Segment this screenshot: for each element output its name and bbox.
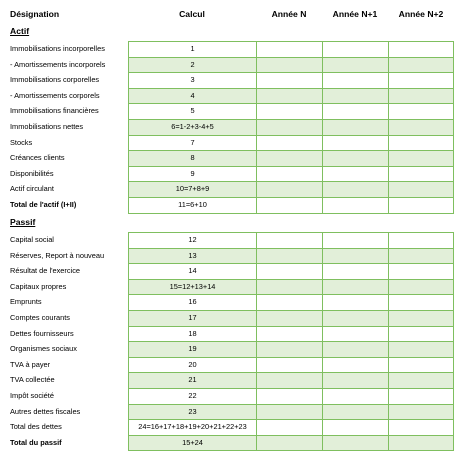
year-n1-cell[interactable] — [322, 57, 388, 73]
header-year-n2: Année N+2 — [398, 9, 444, 19]
calc-cell: 12 — [128, 232, 256, 248]
row-label: Comptes courants — [10, 313, 70, 322]
year-n2-cell[interactable] — [388, 166, 454, 182]
header-designation: Désignation — [10, 9, 60, 19]
year-n2-cell[interactable] — [388, 404, 454, 420]
calc-cell: 16 — [128, 294, 256, 310]
year-n2-cell[interactable] — [388, 357, 454, 373]
year-n1-cell[interactable] — [322, 88, 388, 104]
year-n1-cell[interactable] — [322, 150, 388, 166]
calc-cell: 19 — [128, 341, 256, 357]
year-n2-cell[interactable] — [388, 119, 454, 135]
row-label: Créances clients — [10, 153, 65, 163]
year-n1-cell[interactable] — [322, 103, 388, 119]
year-n1-cell[interactable] — [322, 341, 388, 357]
year-n2-cell[interactable] — [388, 103, 454, 119]
calc-cell: 15+24 — [128, 435, 256, 452]
row-label: Dettes fournisseurs — [10, 328, 74, 338]
calc-cell: 5 — [128, 103, 256, 119]
year-n1-cell[interactable] — [322, 404, 388, 420]
row-label: Emprunts — [10, 297, 42, 307]
row-label: TVA collectée — [10, 375, 55, 385]
calc-cell: 4 — [128, 88, 256, 104]
year-n1-cell[interactable] — [322, 181, 388, 197]
year-n1-cell[interactable] — [322, 435, 388, 452]
calc-cell: 15=12+13+14 — [128, 279, 256, 295]
year-n2-cell[interactable] — [388, 181, 454, 197]
year-n2-cell[interactable] — [388, 435, 454, 452]
year-n1-cell[interactable] — [322, 197, 388, 214]
year-n-cell[interactable] — [256, 135, 322, 151]
calc-cell: 23 — [128, 404, 256, 420]
year-n-cell[interactable] — [256, 103, 322, 119]
year-n2-cell[interactable] — [388, 279, 454, 295]
row-label: Capitaux propres — [10, 281, 67, 291]
year-n-cell[interactable] — [256, 310, 322, 326]
calc-cell: 17 — [128, 310, 256, 326]
year-n-cell[interactable] — [256, 150, 322, 166]
year-n1-cell[interactable] — [322, 357, 388, 373]
year-n-cell[interactable] — [256, 357, 322, 373]
year-n1-cell[interactable] — [322, 388, 388, 404]
calc-cell: 2 — [128, 57, 256, 73]
year-n2-cell[interactable] — [388, 232, 454, 248]
year-n1-cell[interactable] — [322, 294, 388, 310]
calc-cell: 8 — [128, 150, 256, 166]
section-title-passif: Passif — [10, 217, 36, 227]
row-label: Total des dettes — [10, 422, 62, 432]
year-n2-cell[interactable] — [388, 135, 454, 151]
calc-cell: 11=6+10 — [128, 197, 256, 214]
row-label: Résultat de l'exercice — [10, 266, 81, 276]
year-n1-cell[interactable] — [322, 135, 388, 151]
year-n-cell[interactable] — [256, 248, 322, 264]
year-n-cell[interactable] — [256, 404, 322, 420]
year-n2-cell[interactable] — [388, 388, 454, 404]
calc-cell: 3 — [128, 72, 256, 88]
year-n1-cell[interactable] — [322, 372, 388, 388]
calc-cell: 7 — [128, 135, 256, 151]
calc-cell: 9 — [128, 166, 256, 182]
row-label: Immobilisations corporelles — [10, 75, 100, 85]
header-year-n1: Année N+1 — [332, 9, 378, 19]
row-label: Actif circulant — [10, 184, 54, 194]
row-label: Impôt société — [10, 391, 54, 400]
year-n1-cell[interactable] — [322, 119, 388, 135]
row-label: - Amortissements corporels — [10, 90, 100, 100]
row-label: Immobilisations incorporelles — [10, 44, 105, 53]
calc-cell: 10=7+8+9 — [128, 181, 256, 197]
year-n-cell[interactable] — [256, 279, 322, 295]
row-label: TVA à payer — [10, 359, 51, 369]
calc-cell: 13 — [128, 248, 256, 264]
year-n2-cell[interactable] — [388, 57, 454, 73]
year-n-cell[interactable] — [256, 294, 322, 310]
calc-cell: 20 — [128, 357, 256, 373]
calc-cell: 6=1-2+3-4+5 — [128, 119, 256, 135]
year-n2-cell[interactable] — [388, 41, 454, 57]
row-label: Immobilisations nettes — [10, 122, 84, 131]
row-label: Immobilisations financières — [10, 106, 99, 116]
year-n2-cell[interactable] — [388, 294, 454, 310]
year-n2-cell[interactable] — [388, 72, 454, 88]
calc-cell: 14 — [128, 263, 256, 279]
year-n-cell[interactable] — [256, 232, 322, 248]
year-n-cell[interactable] — [256, 263, 322, 279]
row-label: Autres dettes fiscales — [10, 406, 81, 416]
year-n2-cell[interactable] — [388, 263, 454, 279]
year-n-cell[interactable] — [256, 419, 322, 435]
year-n-cell[interactable] — [256, 435, 322, 452]
row-label: Capital social — [10, 235, 54, 244]
year-n2-cell[interactable] — [388, 150, 454, 166]
header-year-n: Année N — [271, 9, 307, 19]
row-label: Total du passif — [10, 437, 62, 447]
row-label: - Amortissements incorporels — [10, 59, 106, 69]
year-n1-cell[interactable] — [322, 248, 388, 264]
row-label: Disponibilités — [10, 168, 54, 178]
year-n1-cell[interactable] — [322, 310, 388, 326]
year-n2-cell[interactable] — [388, 372, 454, 388]
row-label: Organismes sociaux — [10, 344, 77, 354]
year-n1-cell[interactable] — [322, 263, 388, 279]
year-n1-cell[interactable] — [322, 419, 388, 435]
row-label: Réserves, Report à nouveau — [10, 250, 105, 260]
year-n-cell[interactable] — [256, 72, 322, 88]
row-label: Stocks — [10, 137, 33, 147]
year-n2-cell[interactable] — [388, 310, 454, 326]
calc-cell: 1 — [128, 41, 256, 57]
year-n1-cell[interactable] — [322, 72, 388, 88]
row-label: Total de l'actif (I+II) — [10, 200, 77, 209]
year-n-cell[interactable] — [256, 197, 322, 214]
year-n2-cell[interactable] — [388, 341, 454, 357]
year-n1-cell[interactable] — [322, 279, 388, 295]
year-n2-cell[interactable] — [388, 197, 454, 214]
year-n1-cell[interactable] — [322, 232, 388, 248]
year-n-cell[interactable] — [256, 166, 322, 182]
year-n1-cell[interactable] — [322, 326, 388, 342]
header-calcul: Calcul — [179, 9, 205, 19]
year-n2-cell[interactable] — [388, 88, 454, 104]
year-n2-cell[interactable] — [388, 326, 454, 342]
year-n2-cell[interactable] — [388, 419, 454, 435]
year-n-cell[interactable] — [256, 181, 322, 197]
year-n-cell[interactable] — [256, 326, 322, 342]
calc-cell: 18 — [128, 326, 256, 342]
calc-cell: 21 — [128, 372, 256, 388]
year-n1-cell[interactable] — [322, 41, 388, 57]
calc-cell: 22 — [128, 388, 256, 404]
year-n-cell[interactable] — [256, 57, 322, 73]
year-n2-cell[interactable] — [388, 248, 454, 264]
year-n-cell[interactable] — [256, 119, 322, 135]
year-n-cell[interactable] — [256, 88, 322, 104]
section-title-actif: Actif — [10, 26, 30, 36]
year-n1-cell[interactable] — [322, 166, 388, 182]
calc-cell: 24=16+17+18+19+20+21+22+23 — [128, 419, 256, 435]
year-n-cell[interactable] — [256, 388, 322, 404]
year-n-cell[interactable] — [256, 341, 322, 357]
year-n-cell[interactable] — [256, 41, 322, 57]
year-n-cell[interactable] — [256, 372, 322, 388]
